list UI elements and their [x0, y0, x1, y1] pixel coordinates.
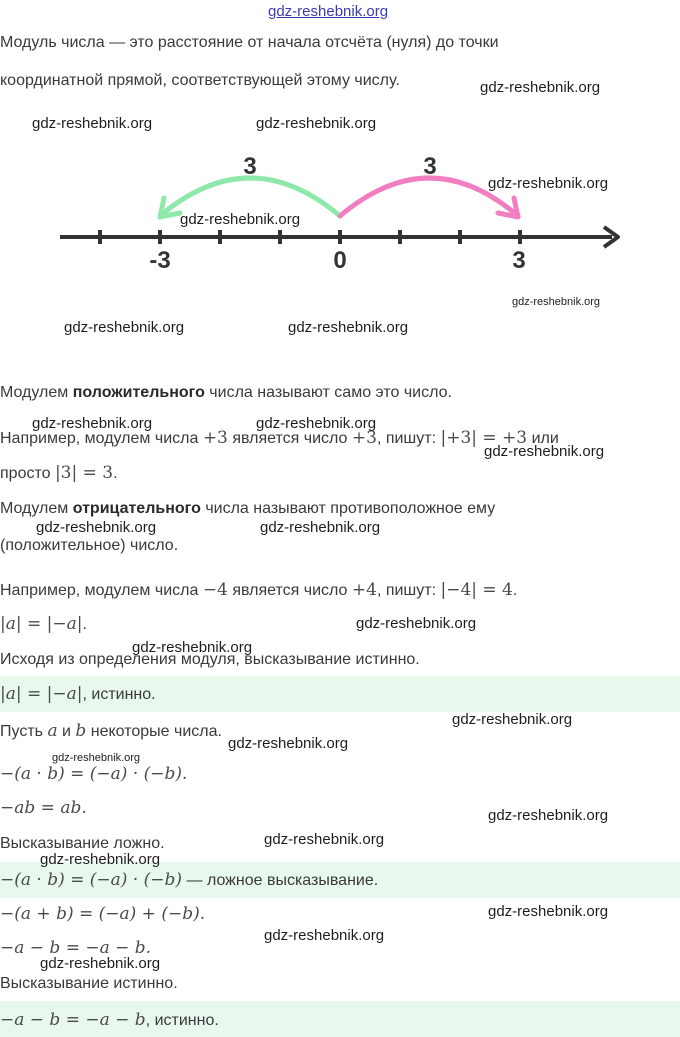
watermark: gdz-reshebnik.org	[64, 319, 185, 336]
watermark: gdz-reshebnik.org	[36, 519, 157, 536]
negative-definition: Модулем отрицательного числа называют противоположное ему	[0, 500, 496, 517]
watermark: gdz-reshebnik.org	[180, 211, 301, 228]
watermark: gdz-reshebnik.org	[260, 519, 381, 536]
watermark: gdz-reshebnik.org	[356, 615, 477, 632]
watermark: gdz-reshebnik.org	[264, 831, 385, 848]
negative-definition-line-2: (положительное) число.	[0, 537, 179, 554]
watermark: gdz-reshebnik.org	[452, 711, 573, 728]
intro-line-2: координатной прямой, соответствующей этому числу.	[0, 72, 400, 89]
watermark: gdz-reshebnik.org	[256, 415, 377, 432]
watermark: gdz-reshebnik.org	[480, 79, 601, 96]
tick-label-0: 0	[333, 247, 347, 274]
watermark: gdz-reshebnik.org	[32, 415, 153, 432]
watermark: gdz-reshebnik.org	[484, 443, 605, 460]
example-positive-line-2: просто |3| = 3.	[0, 463, 118, 483]
watermark: gdz-reshebnik.org	[228, 735, 349, 752]
positive-bold: положительного	[72, 384, 205, 401]
watermark: gdz-reshebnik.org	[288, 319, 409, 336]
example-negative: Например, модулем числа −4 является число +4, пишут: |−4| = 4.	[0, 580, 518, 600]
positive-definition: Модулем положительного числа называют само это число.	[0, 384, 452, 401]
watermark: gdz-reshebnik.org	[488, 175, 609, 192]
task3-answer: −a − b = −a − b, истинно.	[0, 1010, 219, 1030]
task1-answer: |a| = |−a|, истинно.	[0, 684, 156, 704]
watermark: gdz-reshebnik.org	[32, 115, 153, 132]
tick-label-minus-3: -3	[149, 247, 171, 274]
task2-answer: −(a · b) = (−a) · (−b) — ложное высказывание.	[0, 870, 379, 890]
task3-formula-2: −a − b = −a − b.	[0, 938, 152, 958]
watermark: gdz-reshebnik.org	[132, 639, 253, 656]
watermark: gdz-reshebnik.org	[512, 296, 601, 308]
task2-formula-2: −ab = ab.	[0, 798, 87, 818]
watermark: gdz-reshebnik.org	[256, 115, 377, 132]
watermark: gdz-reshebnik.org	[488, 903, 609, 920]
watermark: gdz-reshebnik.org	[40, 955, 161, 972]
task2-intro: Пусть a и b некоторые числа.	[0, 721, 222, 741]
task3-verdict: Высказывание истинно.	[0, 975, 178, 992]
task3-formula-1: −(a + b) = (−a) + (−b).	[0, 904, 206, 924]
right-arc-label: 3	[423, 153, 437, 180]
task1-formula: |a| = |−a|.	[0, 614, 87, 634]
watermark: gdz-reshebnik.org	[52, 752, 141, 764]
task1-reasoning: Исходя из определения модуля, высказывание истинно.	[0, 651, 420, 668]
number-line-diagram	[0, 140, 680, 290]
watermark: gdz-reshebnik.org	[264, 927, 385, 944]
tick-label-3: 3	[512, 247, 526, 274]
watermark-top: gdz-reshebnik.org	[268, 3, 389, 20]
watermark: gdz-reshebnik.org	[40, 851, 161, 868]
watermark: gdz-reshebnik.org	[488, 807, 609, 824]
task2-verdict: Высказывание ложно.	[0, 835, 165, 852]
intro-line-1: Модуль числа — это расстояние от начала отсчёта (нуля) до точки	[0, 34, 499, 51]
left-arc-label: 3	[243, 153, 257, 180]
example-positive-line-1: Например, модулем числа +3 является число +3, пишут: |+3| = +3 или	[0, 428, 559, 448]
task2-formula-1: −(a · b) = (−a) · (−b).	[0, 764, 188, 784]
negative-bold: отрицательного	[72, 500, 201, 517]
